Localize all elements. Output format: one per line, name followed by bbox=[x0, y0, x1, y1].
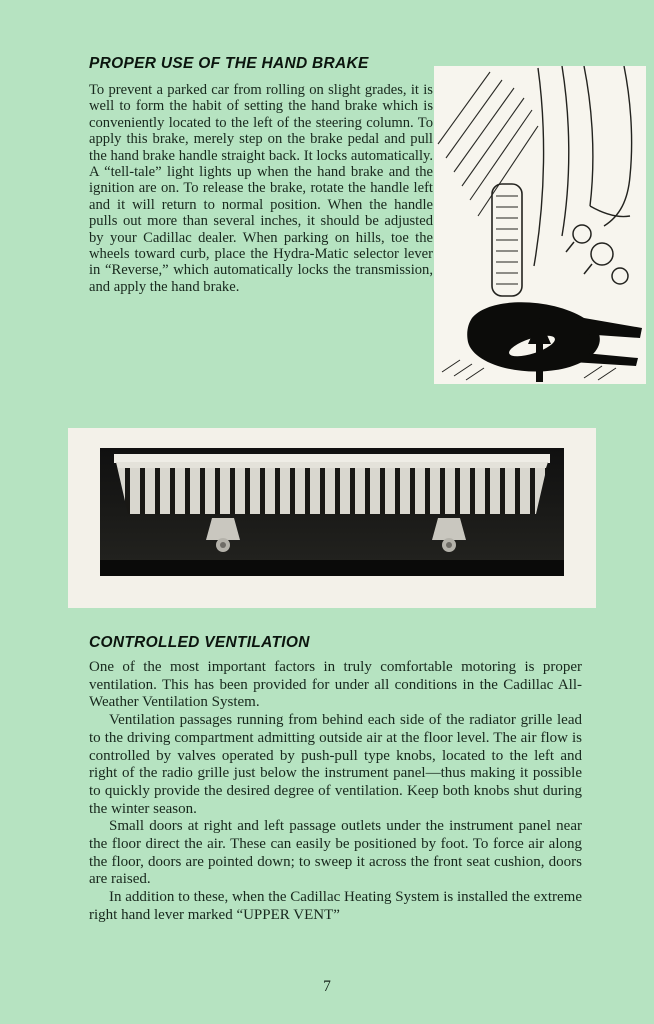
hand-brake-illustration bbox=[434, 66, 646, 384]
hand-brake-paragraph: To prevent a parked car from rolling on slight grades, it is well to form the habit of setting the hand brake which is conveniently located to the left of the steering column. To apply this brake, merely step on the brake pedal and pull the hand brake handle straight back. It locks automatically. A “tell-tale” light lights up when the hand brake and the ignition are on. To release the brake, rotate the handle left and it will return to normal position. When the handle pulls out more than several inches, it should be adjusted by your Cadillac dealer. When parking on hills, toe the wheels toward curb, place the Hydra-Matic selector lever in “Reverse,” which automatically locks the transmission, and apply the hand brake. bbox=[89, 82, 433, 295]
ventilation-paragraph-3: Small doors at right and left passage outlets under the instrument panel near the floor direct the air. These can easily be positioned by foot. To force air along the floor, doors are pointed down; to sweep it across the front seat cushion, doors are raised. bbox=[89, 818, 582, 888]
ventilation-text bbox=[89, 659, 582, 925]
hand-brake-illustration-drawing bbox=[434, 66, 646, 384]
vent-grille-photo-image bbox=[100, 448, 564, 576]
grille-top-bar bbox=[114, 454, 550, 463]
page-number: 7 bbox=[323, 978, 331, 995]
ventilation-paragraph-1: One of the most important factors in truly comfortable motoring is proper ventilation. This has been provided for under all conditions in the Cadillac All-Weather Ventilation System. bbox=[89, 659, 582, 711]
ventilation-paragraph-2: Ventilation passages running from behind each side of the radiator grille lead to the driving compartment admitting outside air at the floor level. The air flow is controlled by valves operated by push-pull type knobs, located to the left and right of the radio grille just below the instrument panel—thus making it possible to quickly provide the desired degree of ventilation. Keep both knobs shut during the winter season. bbox=[89, 712, 582, 817]
ventilation-paragraph-4: In addition to these, when the Cadillac Heating System is installed the extreme right hand lever marked “UPPER VENT” bbox=[89, 889, 582, 923]
ventilation-heading: CONTROLLED VENTILATION bbox=[89, 634, 310, 651]
grille-teeth bbox=[116, 462, 548, 514]
vent-grille-photo bbox=[68, 428, 596, 608]
hand-brake-heading: PROPER USE OF THE HAND BRAKE bbox=[89, 55, 369, 72]
